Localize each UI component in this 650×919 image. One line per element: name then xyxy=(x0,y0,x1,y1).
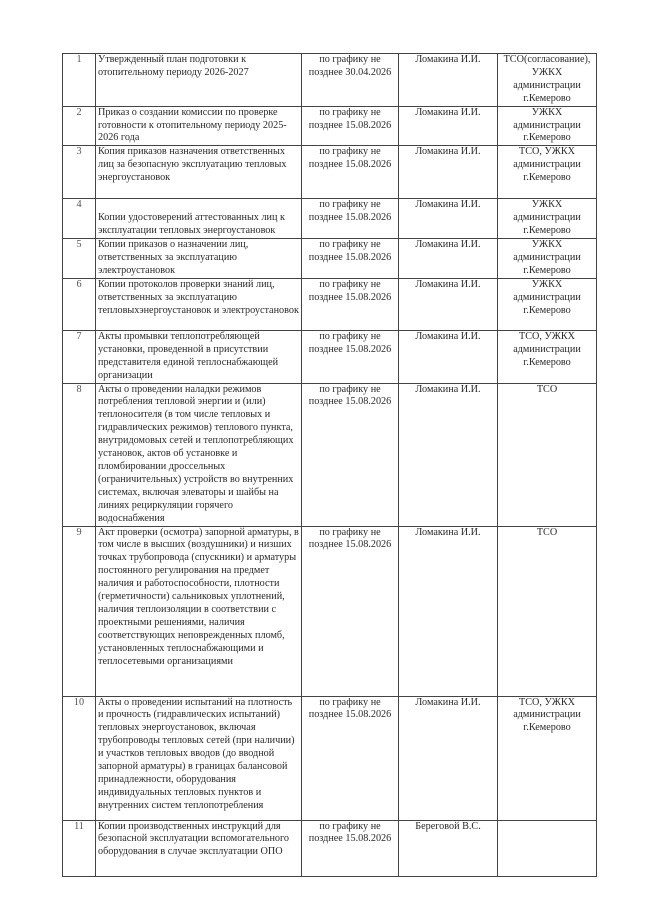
row-description: Акт проверки (осмотра) запорной арматуры, в том числе в высших (воздушники) и низших точках трубопровода (спускники) и арматуры постоянного регулирования на предмет наличия и работоспособности, плотности (герметичности) сальниковых уплотнений, наличия теплоизоляции в соответствии с проектными решениями, наличия соответствующих неповрежденных пломб, установленных теплоснабжающими и теплосетевыми организациями xyxy=(96,526,302,696)
row-description: Утвержденный план подготовки к отопительному периоду 2026-2027 xyxy=(96,54,302,107)
row-deadline xyxy=(302,239,399,279)
row-deadline xyxy=(302,106,399,146)
row-description: Копии производственных инструкций для безопасной эксплуатации вспомогательного оборудования в случае эксплуатации ОПО xyxy=(96,820,302,876)
row-description: Акты промывки теплопотребляющей установки, проведенной в присутствии представителя единой теплоснабжающей организации xyxy=(96,330,302,383)
row-organization xyxy=(498,820,597,876)
row-deadline xyxy=(302,54,399,107)
deadline-line2: позднее 15.08.2026 xyxy=(308,252,392,264)
row-responsible: Ломакина И.И. xyxy=(399,696,498,820)
deadline-line2: позднее 15.08.2026 xyxy=(308,119,392,131)
row-number: 4 xyxy=(63,199,96,239)
row-number: 9 xyxy=(63,526,96,696)
deadline-line1: по графику не xyxy=(319,106,381,118)
table-row xyxy=(63,54,597,107)
table-row xyxy=(63,106,597,146)
row-responsible: Береговой В.С. xyxy=(399,820,498,876)
row-deadline xyxy=(302,199,399,239)
deadline-line1: по графику не xyxy=(319,696,381,708)
row-description: Копии приказов о назначении лиц, ответственных за эксплуатацию электроустановок xyxy=(96,239,302,279)
deadline-line1: по графику не xyxy=(319,526,381,538)
deadline-line2: позднее 15.08.2026 xyxy=(308,291,392,303)
row-organization: ТСО, УЖКХ администрации г.Кемерово xyxy=(498,696,597,820)
document-table xyxy=(62,53,597,877)
row-description: Акты о проведении испытаний на плотность и прочность (гидравлических испытаний) тепловых энергоустановок, включая трубопроводы тепловых сетей (при наличии) и участков тепловых вводов (до вводной запорной арматуры) в границах балансовой принадлежности, оборудования индивидуальных тепловых пунктов и внутренних систем теплопотребления xyxy=(96,696,302,820)
deadline-line2: позднее 30.04.2026 xyxy=(308,66,392,78)
deadline-line2: позднее 15.08.2026 xyxy=(308,159,392,171)
deadline-line1: по графику не xyxy=(319,54,381,65)
row-organization: УЖКХ администрации г.Кемерово xyxy=(498,278,597,330)
row-responsible: Ломакина И.И. xyxy=(399,239,498,279)
row-description: Копии протоколов проверки знаний лиц, ответственных за эксплуатацию тепловыхэнергоустановок и электроустановок xyxy=(96,278,302,330)
row-responsible: Ломакина И.И. xyxy=(399,383,498,526)
row-description-text: Копии удостоверений аттестованных лиц к эксплуатации тепловых энергоустановок xyxy=(98,212,285,237)
row-responsible: Ломакина И.И. xyxy=(399,526,498,696)
row-deadline xyxy=(302,278,399,330)
deadline-line2: позднее 15.08.2026 xyxy=(308,396,392,408)
deadline-line1: по графику не xyxy=(319,330,381,342)
row-number: 2 xyxy=(63,106,96,146)
table-row xyxy=(63,383,597,526)
deadline-line2: позднее 15.08.2026 xyxy=(308,212,392,224)
deadline-line1: по графику не xyxy=(319,820,381,832)
row-number: 6 xyxy=(63,278,96,330)
table-row xyxy=(63,239,597,279)
row-responsible: Ломакина И.И. xyxy=(399,146,498,199)
row-organization: ТСО, УЖКХ администрации г.Кемерово xyxy=(498,330,597,383)
deadline-line1: по графику не xyxy=(319,199,381,211)
table-row xyxy=(63,820,597,876)
row-responsible: Ломакина И.И. xyxy=(399,106,498,146)
deadline-line2: позднее 15.08.2026 xyxy=(308,539,392,551)
row-responsible: Ломакина И.И. xyxy=(399,199,498,239)
table-row xyxy=(63,330,597,383)
row-organization: ТСО xyxy=(498,526,597,696)
table-row xyxy=(63,526,597,696)
row-number: 7 xyxy=(63,330,96,383)
row-deadline xyxy=(302,696,399,820)
row-description: Приказ о создании комиссии по проверке готовности к отопительному периоду 2025-2026 года xyxy=(96,106,302,146)
row-number: 11 xyxy=(63,820,96,876)
row-responsible: Ломакина И.И. xyxy=(399,54,498,107)
row-number: 5 xyxy=(63,239,96,279)
row-organization: ТСО xyxy=(498,383,597,526)
table-row xyxy=(63,278,597,330)
deadline-line1: по графику не xyxy=(319,146,381,158)
deadline-line1: по графику не xyxy=(319,383,381,395)
row-number: 10 xyxy=(63,696,96,820)
deadline-line2: позднее 15.08.2026 xyxy=(308,343,392,355)
row-number: 1 xyxy=(63,54,96,107)
deadline-line1: по графику не xyxy=(319,278,381,290)
table-row xyxy=(63,696,597,820)
row-organization: ТСО(согласование), УЖКХ администрации г.Кемерово xyxy=(498,54,597,107)
table-row xyxy=(63,146,597,199)
row-description xyxy=(96,199,302,239)
deadline-line1: по графику не xyxy=(319,239,381,251)
row-deadline xyxy=(302,526,399,696)
row-description: Копия приказов назначения ответственных лиц за безопасную эксплуатацию тепловых энергоустановок xyxy=(96,146,302,199)
row-number: 8 xyxy=(63,383,96,526)
row-description: Акты о проведении наладки режимов потребления тепловой энергии и (или) теплоносителя (в том числе тепловых и гидравлических режимов) теплового пункта, внутридомовых сетей и теплопотребляющих установок, актов об установке и пломбировании дроссельных (ограничительных) устройств во внутренних системах, включая элеваторы и шайбы на линиях рециркуляции горячего водоснабжения xyxy=(96,383,302,526)
deadline-line2: позднее 15.08.2026 xyxy=(308,833,392,845)
row-organization: УЖКХ администрации г.Кемерово xyxy=(498,106,597,146)
row-responsible: Ломакина И.И. xyxy=(399,278,498,330)
row-organization: УЖКХ администрации г.Кемерово xyxy=(498,199,597,239)
row-organization: ТСО, УЖКХ администрации г.Кемерово xyxy=(498,146,597,199)
table-row xyxy=(63,199,597,239)
deadline-line2: позднее 15.08.2026 xyxy=(308,709,392,721)
row-number: 3 xyxy=(63,146,96,199)
row-deadline xyxy=(302,820,399,876)
row-deadline xyxy=(302,383,399,526)
row-deadline xyxy=(302,146,399,199)
row-deadline xyxy=(302,330,399,383)
row-organization: УЖКХ администрации г.Кемерово xyxy=(498,239,597,279)
row-responsible: Ломакина И.И. xyxy=(399,330,498,383)
